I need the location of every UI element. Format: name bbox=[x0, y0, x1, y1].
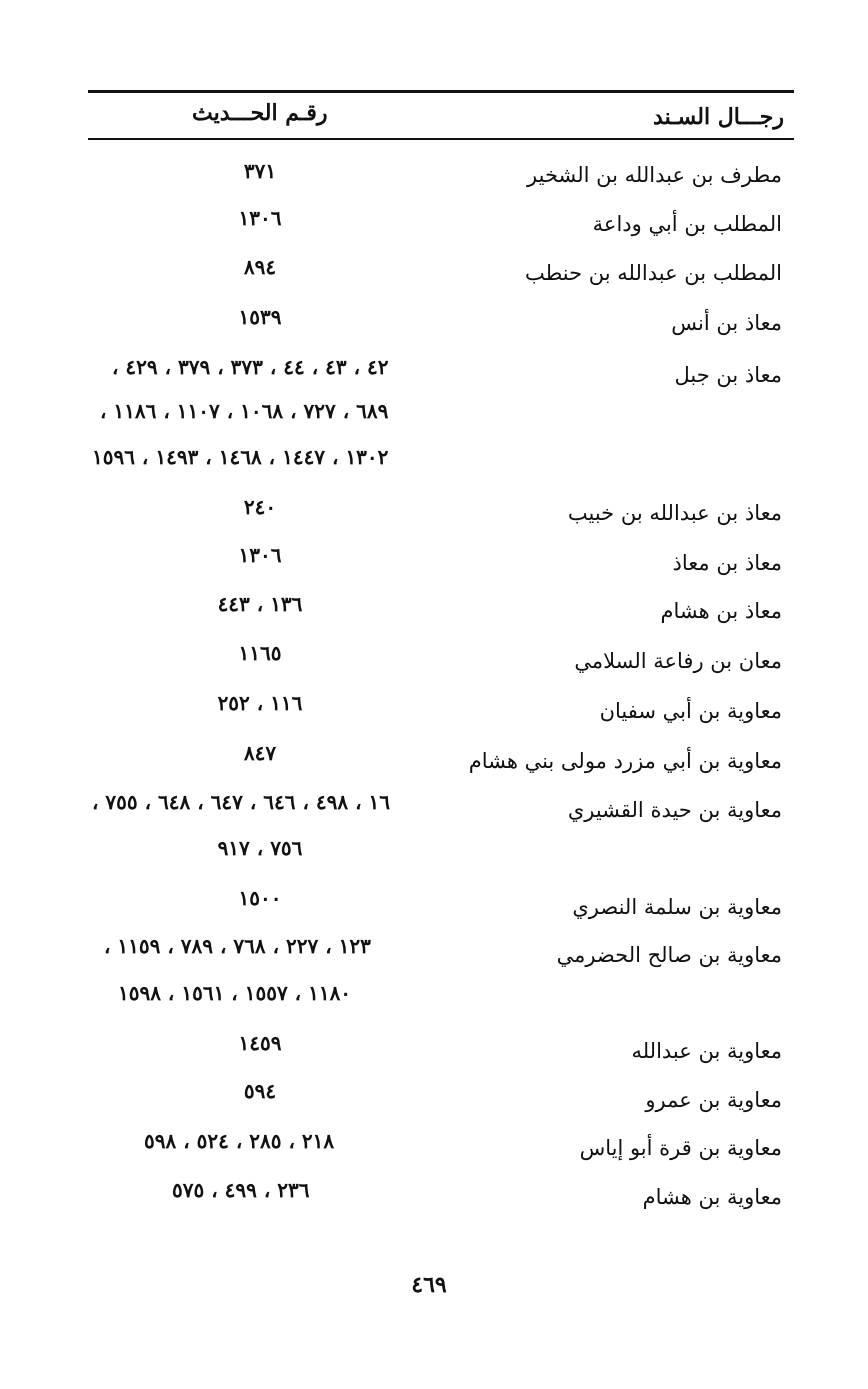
hadith-number-column-header: رقـم الحـــديث bbox=[192, 100, 328, 126]
hadith-numbers: ١١٦ ، ٢٥٢ bbox=[217, 691, 303, 715]
narrator-name: معاذ بن هشام bbox=[660, 599, 782, 623]
hadith-numbers-continued: ١٣٠٢ ، ١٤٤٧ ، ١٤٦٨ ، ١٤٩٣ ، ١٥٩٦ bbox=[92, 445, 389, 469]
narrator-name: معاوية بن عبدالله bbox=[631, 1039, 782, 1063]
hadith-numbers: ١٤٥٩ bbox=[238, 1031, 282, 1055]
narrator-name: معاذ بن أنس bbox=[671, 311, 782, 335]
narrators-column-header: رجـــال السـند bbox=[653, 104, 784, 130]
hadith-numbers: ٢١٨ ، ٢٨٥ ، ٥٢٤ ، ٥٩٨ bbox=[144, 1129, 335, 1153]
hadith-numbers: ٥٩٤ bbox=[243, 1079, 277, 1103]
hadith-numbers: ١١٦٥ bbox=[238, 641, 282, 665]
hadith-numbers: ١٦ ، ٤٩٨ ، ٦٤٦ ، ٦٤٧ ، ٦٤٨ ، ٧٥٥ ، bbox=[92, 790, 391, 814]
narrator-name: معاذ بن عبدالله بن خبيب bbox=[567, 501, 782, 525]
narrator-name: معاذ بن معاذ bbox=[672, 551, 782, 575]
hadith-numbers: ٨٤٧ bbox=[243, 741, 277, 765]
hadith-numbers-continued: ١١٨٠ ، ١٥٥٧ ، ١٥٦١ ، ١٥٩٨ bbox=[118, 981, 352, 1005]
header-rule bbox=[88, 138, 794, 140]
hadith-numbers: ٢٣٦ ، ٤٩٩ ، ٥٧٥ bbox=[172, 1178, 310, 1202]
hadith-numbers: ١٥٠٠ bbox=[238, 886, 282, 910]
hadith-numbers: ٨٩٤ bbox=[243, 255, 277, 279]
narrator-name: معاوية بن هشام bbox=[642, 1185, 782, 1209]
narrator-name: معاوية بن عمرو bbox=[645, 1088, 782, 1112]
hadith-numbers: ١٣٠٦ bbox=[238, 206, 282, 230]
hadith-numbers: ٢٤٠ bbox=[243, 495, 277, 519]
narrator-name: معاذ بن جبل bbox=[674, 363, 782, 387]
narrator-name: معان بن رفاعة السلامي bbox=[574, 649, 782, 673]
narrator-name: المطلب بن أبي وداعة bbox=[592, 212, 782, 236]
hadith-numbers-continued: ٧٥٦ ، ٩١٧ bbox=[217, 836, 303, 860]
hadith-numbers-continued: ٦٨٩ ، ٧٢٧ ، ١٠٦٨ ، ١١٠٧ ، ١١٨٦ ، bbox=[100, 399, 389, 423]
narrator-name: المطلب بن عبدالله بن حنطب bbox=[524, 261, 782, 285]
narrator-name: معاوية بن أبي مزرد مولى بني هشام bbox=[468, 749, 782, 773]
narrator-name: معاوية بن سلمة النصري bbox=[572, 895, 782, 919]
hadith-numbers: ٤٢ ، ٤٣ ، ٤٤ ، ٣٧٣ ، ٣٧٩ ، ٤٢٩ ، bbox=[112, 355, 389, 379]
narrator-name: معاوية بن صالح الحضرمي bbox=[556, 943, 782, 967]
hadith-numbers: ١٢٣ ، ٢٢٧ ، ٧٦٨ ، ٧٨٩ ، ١١٥٩ ، bbox=[104, 934, 371, 958]
narrator-name: معاوية بن قرة أبو إياس bbox=[579, 1136, 782, 1160]
narrator-name: مطرف بن عبدالله بن الشخير bbox=[527, 163, 782, 187]
hadith-numbers: ١٣٦ ، ٤٤٣ bbox=[217, 592, 303, 616]
narrator-name: معاوية بن حيدة القشيري bbox=[567, 798, 782, 822]
narrator-name: معاوية بن أبي سفيان bbox=[599, 699, 782, 723]
page-number: ٤٦٩ bbox=[411, 1272, 447, 1298]
hadith-numbers: ١٣٠٦ bbox=[238, 543, 282, 567]
top-rule bbox=[88, 90, 794, 93]
hadith-numbers: ١٥٣٩ bbox=[238, 305, 282, 329]
hadith-numbers: ٣٧١ bbox=[243, 159, 277, 183]
